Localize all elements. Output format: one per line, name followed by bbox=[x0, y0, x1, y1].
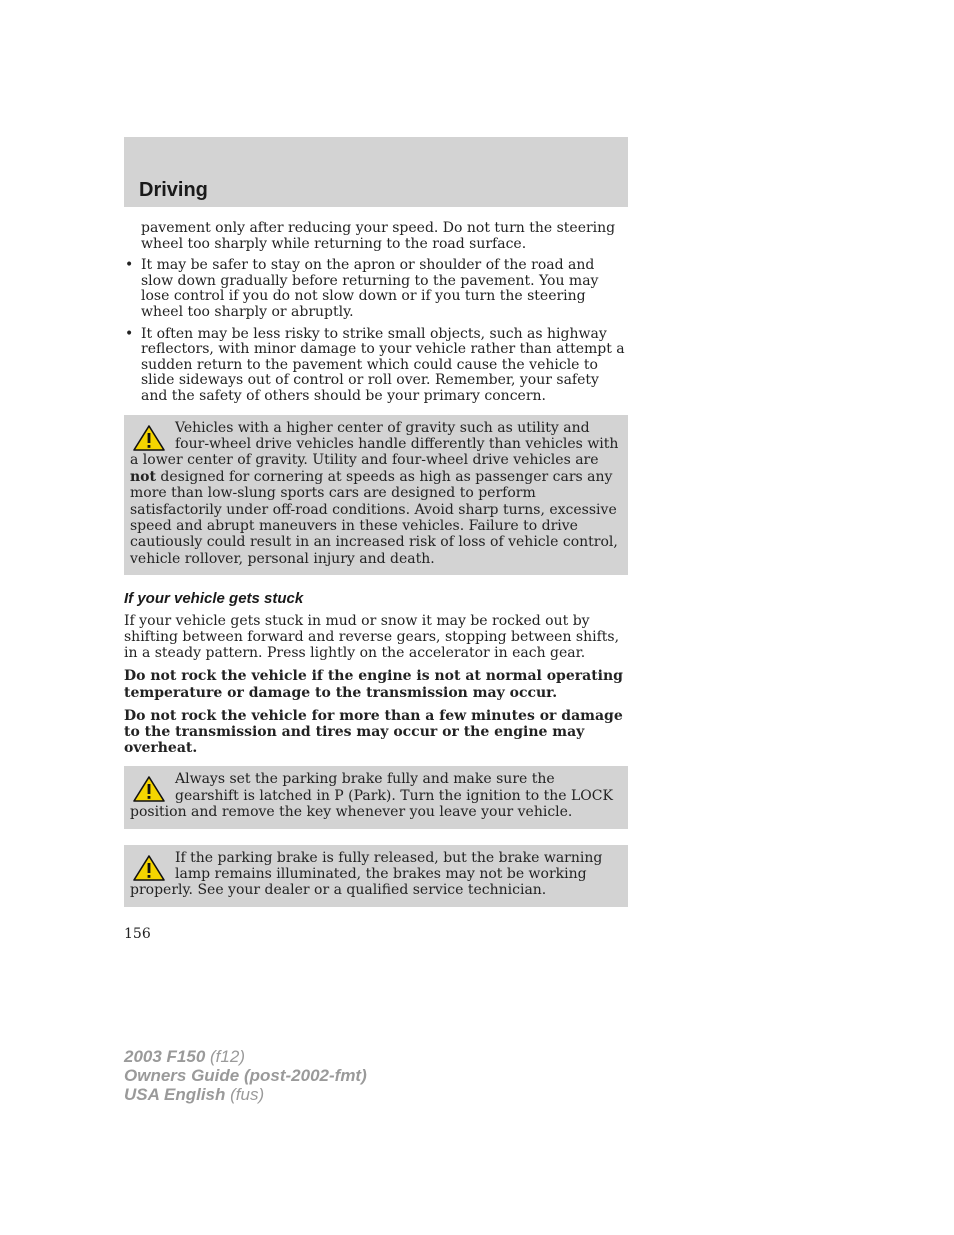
footer-model-line bbox=[124, 1047, 367, 1066]
bullet-marker: • bbox=[125, 325, 134, 342]
warning-text bbox=[130, 420, 622, 568]
warning-text-part: designed for cornering at speeds as high as passenger cars any more than low-slung sports cars are designed to perform satisfactorily under off-road conditions. Avoid sharp turns, excessive speed and abrupt maneuvers in these vehicles. Failure to drive cautiously could result in an increased risk of loss of vehicle control, vehicle rollover, personal injury and death. bbox=[130, 468, 618, 567]
list-item-text: It may be safer to stay on the apron or shoulder of the road and slow down gradually before returning to the pavement. You may lose control if you do not slow down or if you turn the steering wheel too sharply or abruptly. bbox=[141, 257, 599, 320]
continuation-paragraph: pavement only after reducing your speed. Do not turn the steering wheel too sharply while returning to the road surface. bbox=[141, 220, 616, 252]
warning-box-parking-brake bbox=[124, 766, 628, 828]
warning-text-part: Vehicles with a higher center of gravity such as utility and four-wheel drive vehicles handle differently than vehicles with a lower center of gravity. Utility and four-wheel drive vehicles are bbox=[130, 419, 619, 469]
stuck-paragraph: If your vehicle gets stuck in mud or snow it may be rocked out by shifting between forward and reverse gears, stopping between shifts, in a steady pattern. Press lightly on the accelerator in each gear. bbox=[124, 612, 620, 662]
document-footer bbox=[124, 1047, 367, 1104]
section-title: Driving bbox=[139, 179, 208, 201]
warning-text: If the parking brake is fully released, but the brake warning lamp remains illuminated, the brakes may not be working properly. See your dealer or a qualified service technician. bbox=[130, 849, 603, 899]
warning-text: Always set the parking brake fully and make sure the gearshift is latched in P (Park). Turn the ignition to the LOCK position and remove the key whenever you leave your vehicle. bbox=[130, 771, 613, 821]
page-content bbox=[124, 221, 628, 923]
warning-triangle-icon bbox=[132, 424, 166, 452]
warning-box-brake-lamp bbox=[124, 845, 628, 907]
bullet-list bbox=[124, 258, 628, 404]
footer-language: USA English bbox=[124, 1085, 226, 1104]
bold-note: Do not rock the vehicle for more than a few minutes or damage to the transmission and tires may occur or the engine may overheat. bbox=[124, 707, 623, 757]
list-item-text: It often may be less risky to strike small objects, such as highway reflectors, with minor damage to your vehicle rather than attempt a sudden return to the pavement which could cause the vehicle to slide sideways out of control or roll over. Remember, your safety and the safety of others should be your primary concern. bbox=[141, 325, 625, 404]
footer-language-line bbox=[124, 1085, 367, 1104]
warning-box-center-of-gravity bbox=[124, 415, 628, 576]
warning-triangle-icon bbox=[132, 854, 166, 882]
footer-language-code: (fus) bbox=[225, 1085, 265, 1104]
list-item bbox=[124, 258, 628, 320]
footer-model: 2003 F150 bbox=[124, 1047, 206, 1066]
section-header-band bbox=[124, 137, 628, 207]
warning-triangle-icon bbox=[132, 775, 166, 803]
list-item bbox=[124, 327, 628, 405]
warning-emphasis: not bbox=[130, 468, 156, 485]
bullet-marker: • bbox=[125, 257, 134, 274]
footer-model-code: (f12) bbox=[205, 1047, 245, 1066]
bold-note: Do not rock the vehicle if the engine is not at normal operating temperature or damage to the transmission may occur. bbox=[124, 668, 623, 701]
footer-guide-line: Owners Guide (post-2002-fmt) bbox=[124, 1066, 367, 1085]
subheading-stuck: If your vehicle gets stuck bbox=[124, 590, 304, 608]
page-number: 156 bbox=[124, 926, 151, 942]
